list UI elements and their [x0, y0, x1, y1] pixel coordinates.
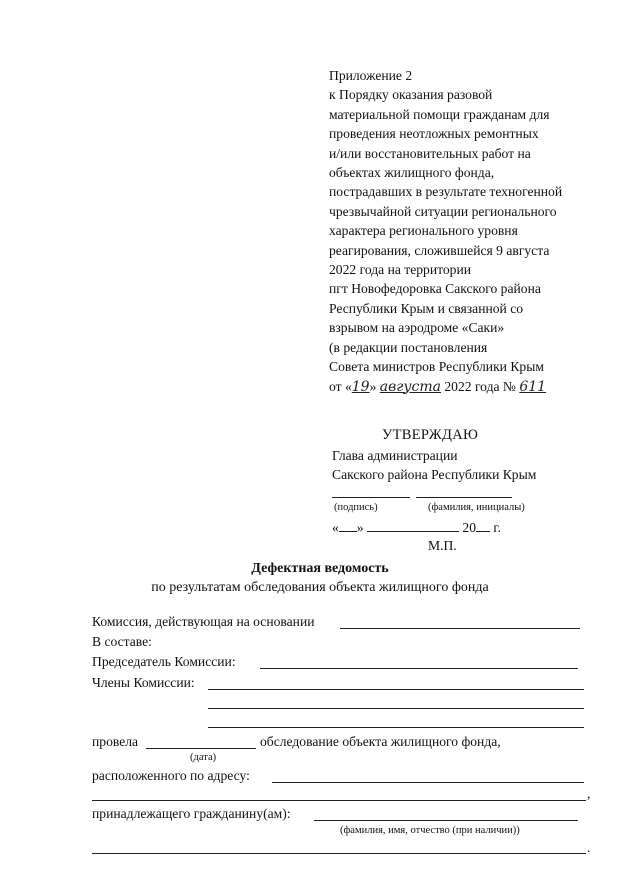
name-caption: (фамилия, инициалы): [428, 502, 525, 513]
name-line[interactable]: [416, 497, 512, 498]
annex-line: проведения неотложных ремонтных: [329, 126, 539, 142]
chairman-field[interactable]: [260, 668, 578, 669]
survey-date-field[interactable]: [146, 748, 256, 749]
annex-line: Совета министров Республики Крым: [329, 359, 544, 375]
handwritten-month: августа: [379, 378, 441, 395]
address-field[interactable]: [272, 782, 584, 783]
document-title: Дефектная ведомость: [251, 561, 389, 576]
handwritten-day: 19: [351, 378, 370, 395]
annex-date-line: [329, 377, 599, 397]
annex-line: к Порядку оказания разовой: [329, 87, 493, 103]
owner-caption: (фамилия, имя, отчество (при наличии)): [340, 825, 520, 836]
address-field-continued[interactable]: [92, 800, 586, 801]
annex-line: чрезвычайной ситуации регионального: [329, 203, 557, 219]
approval-line: Глава администрации: [332, 447, 458, 463]
owner-label: принадлежащего гражданину(ам):: [92, 806, 291, 821]
date-mid: »: [369, 378, 377, 394]
member-field[interactable]: [208, 689, 584, 690]
member-field[interactable]: [208, 708, 584, 709]
annex-line: пострадавших в результате техногенной: [329, 184, 563, 200]
approval-heading: УТВЕРЖДАЮ: [382, 427, 479, 443]
annex-line: пгт Новофедоровка Сакского района: [329, 281, 541, 297]
annex-line: Республики Крым и связанной со: [329, 300, 524, 316]
owner-field[interactable]: [314, 820, 578, 821]
annex-line: 2022 года на территории: [329, 262, 472, 278]
annex-line: объектах жилищного фонда,: [329, 165, 495, 181]
survey-text: обследование объекта жилищного фонда,: [260, 734, 501, 749]
annex-line: характера регионального уровня: [329, 223, 518, 239]
document-subtitle: по результатам обследования объекта жилищного фонда: [151, 580, 489, 595]
annex-line: и/или восстановительных работ на: [329, 145, 531, 161]
handwritten-number: 611: [519, 378, 547, 395]
year-suffix: г.: [493, 520, 501, 535]
stamp-place: М.П.: [428, 538, 457, 553]
approval-date-line: [332, 519, 501, 536]
owner-field-continued[interactable]: [92, 853, 586, 854]
day-blank[interactable]: [339, 519, 357, 532]
commission-label: Комиссия, действующая на основании: [92, 614, 315, 629]
chairman-label: Председатель Комиссии:: [92, 654, 236, 669]
conducted-label: провела: [92, 734, 139, 749]
year-prefix: 20: [462, 520, 476, 535]
annex-line: реагирования, сложившейся 9 августа: [329, 242, 550, 258]
quote-open: «: [332, 520, 339, 535]
commission-basis-field[interactable]: [340, 628, 580, 629]
date-year: 2022 года №: [444, 378, 516, 394]
address-comma: ,: [587, 786, 591, 801]
composition-label: В составе:: [92, 634, 152, 649]
date-prefix: от «: [329, 378, 352, 394]
annex-line: Приложение 2: [329, 68, 413, 83]
annex-header: [329, 66, 599, 397]
annex-line: материальной помощи гражданам для: [329, 106, 550, 122]
approval-line: Сакского района Республики Крым: [332, 467, 537, 482]
year-blank[interactable]: [476, 519, 490, 532]
members-label: Члены Комиссии:: [92, 675, 195, 690]
month-blank[interactable]: [367, 519, 459, 532]
signature-line[interactable]: [332, 497, 410, 498]
annex-line: (в редакции постановления: [329, 339, 488, 355]
date-caption: (дата): [190, 752, 217, 763]
member-field[interactable]: [208, 727, 584, 728]
approval-block: [332, 426, 592, 485]
signature-caption: (подпись): [334, 502, 378, 513]
quote-close: »: [356, 520, 364, 535]
owner-period: .: [587, 840, 591, 855]
address-label: расположенного по адресу:: [92, 768, 250, 783]
annex-line: взрывом на аэродроме «Саки»: [329, 320, 505, 336]
